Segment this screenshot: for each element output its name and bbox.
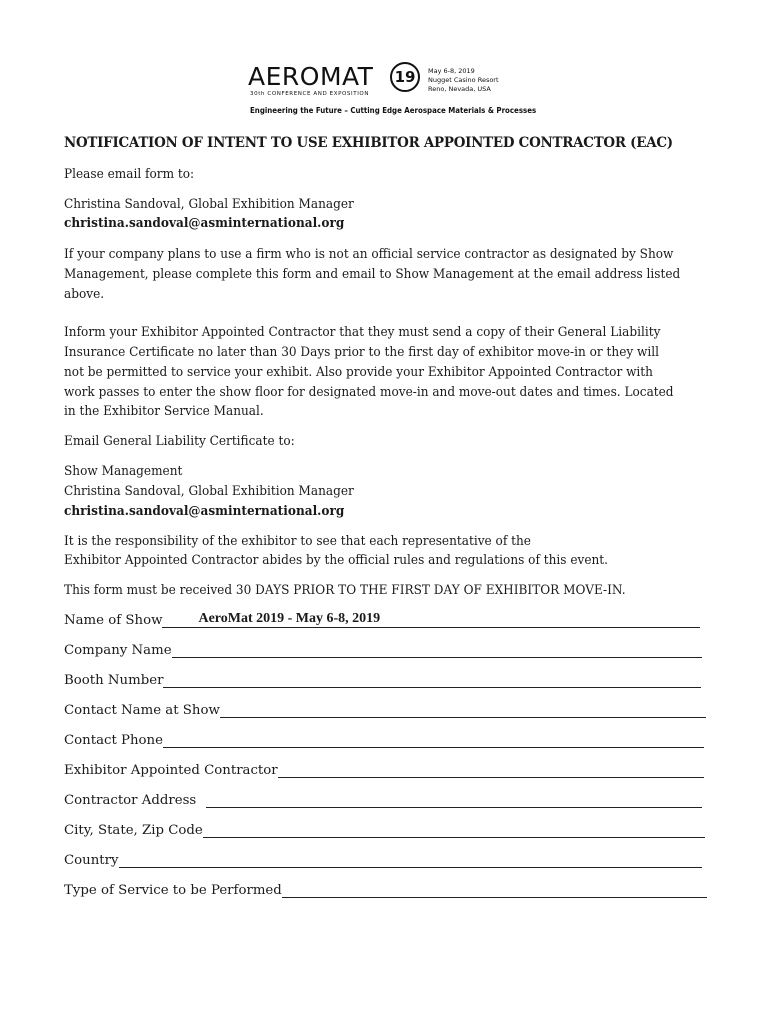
event-venue: Nugget Casino Resort (428, 76, 499, 84)
field-contact-name (64, 700, 706, 720)
field-name-of-show (64, 610, 700, 630)
logo-badge: 19 (390, 62, 420, 92)
field-label: Contact Phone (64, 733, 163, 748)
company-name-input[interactable] (172, 641, 702, 658)
contractor-address-input[interactable] (206, 791, 702, 808)
paragraph2-line: work passes to enter the show floor for designated move-in and move-out dates and times. Located (64, 385, 674, 400)
booth-number-input[interactable] (163, 671, 701, 688)
responsibility-line: It is the responsibility of the exhibitor to see that each representative of the (64, 534, 531, 549)
contact1-email[interactable]: christina.sandoval@asminternational.org (64, 216, 345, 231)
field-label: Exhibitor Appointed Contractor (64, 763, 278, 778)
cert-intro: Email General Liability Certificate to: (64, 434, 295, 449)
event-location: Reno, Nevada, USA (428, 85, 491, 93)
field-company-name (64, 640, 702, 660)
paragraph1-line: Management, please complete this form and email to Show Management at the email address listed (64, 267, 681, 282)
contact2-name: Christina Sandoval, Global Exhibition Manager (64, 484, 354, 499)
eac-input[interactable] (278, 761, 704, 778)
contact-name-input[interactable] (220, 701, 706, 718)
contact-phone-input[interactable] (163, 731, 704, 748)
page-title: NOTIFICATION OF INTENT TO USE EXHIBITOR APPOINTED CONTRACTOR (EAC) (64, 134, 673, 151)
name-of-show-input[interactable]: AeroMat 2019 - May 6-8, 2019 (162, 611, 700, 628)
field-label: Booth Number (64, 673, 164, 688)
field-country (64, 850, 702, 870)
aeromat-logo (248, 62, 537, 118)
field-contractor-address (64, 790, 702, 810)
field-label: Contact Name at Show (64, 703, 220, 718)
service-type-input[interactable] (282, 881, 707, 898)
paragraph2-line: not be permitted to service your exhibit. Also provide your Exhibitor Appointed Contractor with (64, 365, 653, 380)
field-city-state-zip (64, 820, 705, 840)
email-intro: Please email form to: (64, 167, 195, 182)
logo-tagline: Engineering the Future – Cutting Edge Aerospace Materials & Processes (250, 105, 537, 115)
logo-wordmark: AEROMAT (248, 62, 374, 91)
field-contact-phone (64, 730, 704, 750)
deadline-notice: This form must be received 30 DAYS PRIOR TO THE FIRST DAY OF EXHIBITOR MOVE-IN. (64, 583, 626, 598)
contact2-email[interactable]: christina.sandoval@asminternational.org (64, 504, 345, 519)
contact1-name: Christina Sandoval, Global Exhibition Manager (64, 197, 354, 212)
field-label: Name of Show (64, 613, 163, 628)
event-dates: May 6-8, 2019 (428, 67, 475, 75)
field-booth-number (64, 670, 701, 690)
paragraph2-line: in the Exhibitor Service Manual. (64, 404, 264, 419)
field-service-type (64, 880, 707, 900)
field-label: Country (64, 853, 119, 868)
contact2-org: Show Management (64, 464, 183, 479)
responsibility-line: Exhibitor Appointed Contractor abides by the official rules and regulations of this event. (64, 553, 609, 568)
city-state-zip-input[interactable] (203, 821, 705, 838)
country-input[interactable] (119, 851, 702, 868)
paragraph2-line: Inform your Exhibitor Appointed Contractor that they must send a copy of their General Liability (64, 325, 661, 340)
field-label: Contractor Address (64, 793, 197, 808)
paragraph1-line: above. (64, 287, 105, 302)
field-label: Type of Service to be Performed (64, 883, 282, 898)
field-eac (64, 760, 704, 780)
paragraph2-line: Insurance Certificate no later than 30 Days prior to the first day of exhibitor move-in or they will (64, 345, 660, 360)
paragraph1-line: If your company plans to use a firm who is not an official service contractor as designated by Show (64, 247, 674, 262)
field-label: Company Name (64, 643, 172, 658)
field-label: City, State, Zip Code (64, 823, 203, 838)
logo-subtitle: 30th CONFERENCE AND EXPOSITION (250, 91, 370, 97)
logo-event-info (428, 67, 499, 94)
